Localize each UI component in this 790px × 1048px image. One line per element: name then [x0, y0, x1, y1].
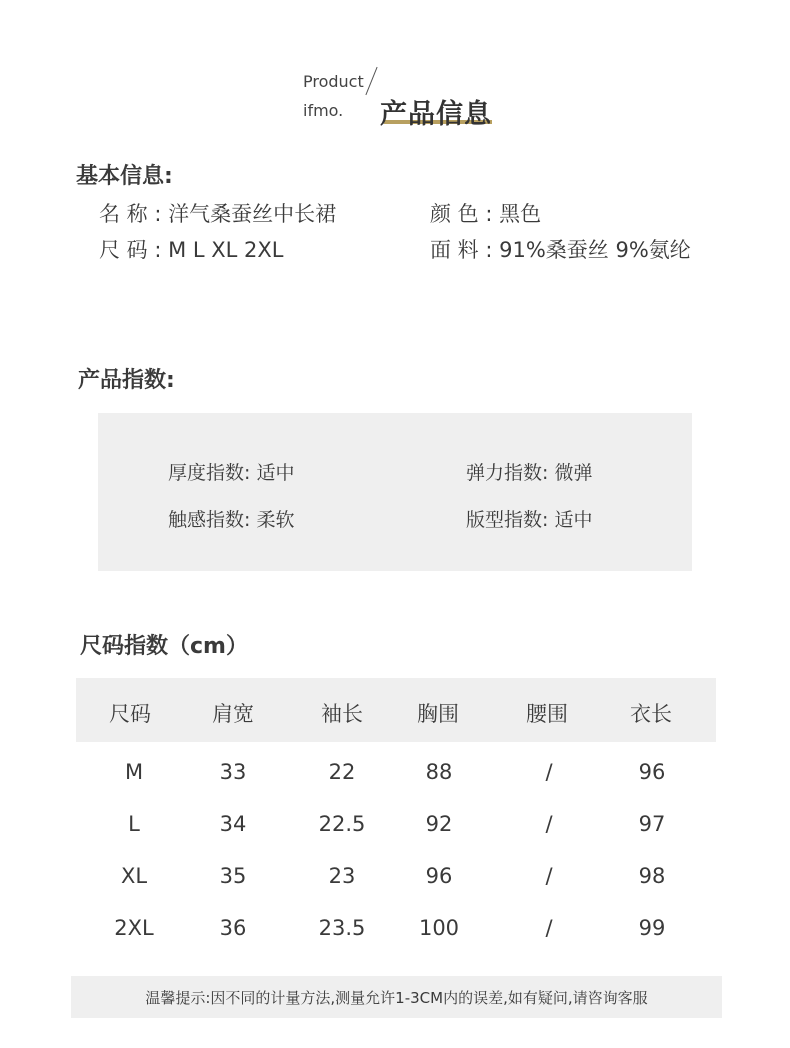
table-cell: 92 [425, 812, 453, 836]
index-value: 适中 [256, 462, 295, 484]
table-cell: 2XL [114, 916, 154, 940]
size-value: M L XL 2XL [168, 238, 284, 262]
table-cell: 35 [219, 864, 247, 888]
table-cell: 98 [638, 864, 666, 888]
product-index-heading: 产品指数: [78, 368, 175, 393]
index-label: 触感指数: [168, 509, 251, 531]
index-label: 厚度指数: [168, 462, 251, 484]
col-header-length: 衣长 [630, 702, 672, 726]
table-cell: / [545, 760, 553, 784]
index-label: 弹力指数: [466, 462, 549, 484]
table-cell: 99 [638, 916, 666, 940]
table-cell: XL [120, 864, 148, 888]
col-header-size: 尺码 [109, 702, 151, 726]
table-cell: 97 [638, 812, 666, 836]
fabric-value: 91%桑蚕丝 9%氨纶 [499, 238, 691, 262]
header-en-line2: ifmo. [303, 101, 344, 120]
name-value: 洋气桑蚕丝中长裙 [168, 202, 337, 226]
basic-info-heading: 基本信息: [76, 164, 173, 189]
table-cell: 96 [638, 760, 666, 784]
table-cell: 22 [328, 760, 356, 784]
table-cell: / [545, 812, 553, 836]
index-label: 版型指数: [466, 509, 549, 531]
table-cell: 22.5 [318, 812, 366, 836]
col-header-shoulder: 肩宽 [212, 702, 254, 726]
table-cell: 23.5 [318, 916, 366, 940]
color-label: 颜 色 : [430, 202, 493, 226]
col-header-chest: 胸围 [417, 702, 459, 726]
table-cell: L [128, 812, 140, 836]
col-header-waist: 腰围 [526, 702, 568, 726]
color-value: 黑色 [499, 202, 542, 226]
table-cell: 23 [328, 864, 356, 888]
index-value: 柔软 [256, 509, 295, 531]
table-cell: M [124, 760, 144, 784]
size-label: 尺 码 : [99, 238, 162, 262]
table-cell: 100 [418, 916, 460, 940]
table-cell: / [545, 916, 553, 940]
table-cell: / [545, 864, 553, 888]
size-table-heading: 尺码指数（cm） [80, 634, 248, 659]
index-value: 适中 [554, 509, 593, 531]
name-label: 名 称 : [99, 202, 162, 226]
fabric-label: 面 料 : [430, 238, 493, 262]
index-value: 微弹 [554, 462, 593, 484]
col-header-sleeve: 袖长 [321, 702, 363, 726]
table-cell: 36 [219, 916, 247, 940]
page-title: 产品信息 [380, 99, 492, 130]
table-cell: 88 [425, 760, 453, 784]
table-cell: 34 [219, 812, 247, 836]
measurement-note: 温馨提示:因不同的计量方法,测量允许1-3CM内的误差,如有疑问,请咨询客服 [145, 989, 648, 1007]
table-cell: 33 [219, 760, 247, 784]
header-en-line1: Product [303, 72, 364, 91]
table-cell: 96 [425, 864, 453, 888]
